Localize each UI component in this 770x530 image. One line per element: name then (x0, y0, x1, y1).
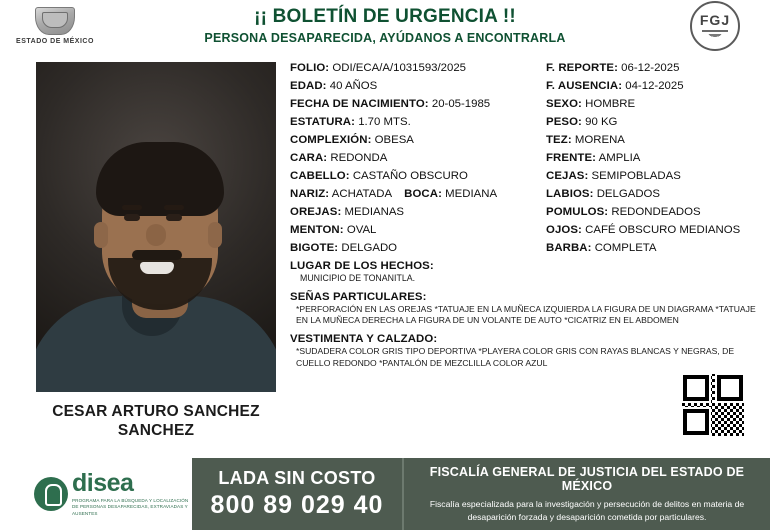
detail-right (546, 188, 756, 200)
detail-row (290, 242, 756, 254)
detail-label: COMPLEXIÓN: (290, 134, 372, 146)
detail-right (546, 116, 756, 128)
detail-right (546, 224, 756, 236)
poster-header (0, 0, 770, 52)
photo-mouth (140, 262, 174, 274)
photo-block (36, 62, 276, 441)
state-seal-icon (35, 7, 75, 35)
detail-value: MEDIANAS (344, 206, 405, 218)
detail-label: CABELLO: (290, 170, 350, 182)
poster-footer (0, 458, 770, 530)
header-titles (110, 5, 660, 46)
detail-value: CAFÉ OBSCURO MEDIANOS (585, 224, 741, 236)
disea-magnifier-icon (34, 477, 68, 511)
detail-left (290, 188, 546, 200)
detail-label: FECHA DE NACIMIENTO: (290, 98, 429, 110)
toll-free-label: LADA SIN COSTO (218, 468, 376, 488)
footer-phone-area (192, 458, 402, 530)
detail-label: EDAD: (290, 80, 327, 92)
person-name (36, 402, 276, 441)
detail-value-extra: MEDIANA (445, 188, 498, 200)
person-photo (36, 62, 276, 392)
detail-value: 06-12-2025 (621, 62, 680, 74)
detail-row (290, 224, 756, 236)
detail-label: PESO: (546, 116, 582, 128)
fgj-logo-bar (702, 30, 728, 32)
disea-wordmark: disea (72, 469, 134, 498)
institution-description: Fiscalía especializada para la investigación y persecución de delitos en materia de desaparición forzada y desaparición cometida por particulares. (429, 499, 745, 522)
person-details (290, 62, 756, 371)
fgj-logo (660, 0, 770, 52)
detail-value: 1.70 MTS. (358, 116, 411, 128)
fgj-logo-letters: FGJ (699, 12, 731, 28)
photo-eyebrow-right (164, 205, 184, 210)
detail-label: CARA: (290, 152, 328, 164)
person-name-line1: CESAR ARTURO SANCHEZ (52, 403, 260, 420)
disea-tagline: PROGRAMA PARA LA BÚSQUEDA Y LOCALIZACIÓN DE PERSONAS DESAPARECIDAS, EXTRAVIADAS Y AUSENTES (72, 498, 189, 516)
detail-row (290, 206, 756, 218)
detail-right (546, 134, 756, 146)
detail-value: OVAL (346, 224, 377, 236)
section-body: *SUDADERA COLOR GRIS TIPO DEPORTIVA *PLAYERA COLOR GRIS CON RAYAS BLANCAS Y NEGRAS, DE CUELLO REDONDO *PANTALÓN DE MEZCLILLA COLOR AZUL (296, 346, 735, 368)
detail-value: SEMIPOBLADAS (591, 170, 681, 182)
detail-value: 90 KG (585, 116, 618, 128)
toll-free-number[interactable]: 800 89 029 40 (210, 491, 384, 519)
detail-row (290, 170, 756, 182)
footer-institution-area (402, 458, 770, 530)
detail-row (290, 80, 756, 92)
detail-left (290, 170, 546, 182)
section-title: VESTIMENTA Y CALZADO: (290, 333, 438, 346)
qr-corner-bottom-left (683, 409, 709, 435)
detail-label: ESTATURA: (290, 116, 356, 128)
detail-label: OREJAS: (290, 206, 342, 218)
detail-row (290, 62, 756, 74)
photo-eye-right (166, 214, 182, 221)
detail-label: F. REPORTE: (546, 62, 618, 74)
detail-label: CEJAS: (546, 170, 589, 182)
qr-code[interactable] (682, 374, 744, 436)
detail-value: 20-05-1985 (431, 98, 491, 110)
detail-value: DELGADOS (596, 188, 661, 200)
section-title: SEÑAS PARTICULARES: (290, 290, 427, 303)
detail-label-extra: BOCA: (404, 188, 442, 200)
detail-right (546, 242, 756, 254)
detail-row (290, 134, 756, 146)
detail-value: REDONDA (330, 152, 388, 164)
detail-right (546, 80, 756, 92)
detail-label: BARBA: (546, 242, 592, 254)
detail-label: MENTON: (290, 224, 344, 236)
detail-left (290, 224, 546, 236)
detail-left (290, 152, 546, 164)
detail-right (546, 170, 756, 182)
detail-value: DELGADO (341, 242, 398, 254)
detail-row (290, 116, 756, 128)
fgj-emblem-icon (690, 1, 740, 51)
detail-label: LABIOS: (546, 188, 594, 200)
detail-value: REDONDEADOS (611, 206, 701, 218)
state-emblem-label: ESTADO DE MÉXICO (16, 38, 94, 45)
photo-eyebrow-left (122, 205, 142, 210)
detail-label: F. AUSENCIA: (546, 80, 623, 92)
detail-left (290, 80, 546, 92)
detail-label: TEZ: (546, 134, 572, 146)
fgj-logo-wing (704, 34, 726, 39)
detail-row (290, 98, 756, 110)
photo-eye-left (124, 214, 140, 221)
detail-value: ODI/ECA/A/1031593/2025 (332, 62, 466, 74)
disea-logo (34, 471, 192, 517)
detail-value: HOMBRE (585, 98, 636, 110)
detail-value: ACHATADA (331, 188, 392, 200)
photo-ear-right (208, 222, 222, 248)
detail-row (290, 188, 756, 200)
detail-left (290, 134, 546, 146)
section-title: LUGAR DE LOS HECHOS: (290, 260, 434, 272)
section-body: *PERFORACIÓN EN LAS OREJAS *TATUAJE EN LA MUÑECA IZQUIERDA LA FIGURA DE UN DIAGRAMA *TATUAJE EN LA MUÑECA DERECHA LA FIGURA DE UN VOLANTE DE AUTO *CICATRIZ EN EL ABDOMEN (296, 303, 756, 326)
person-name-line2: SANCHEZ (117, 422, 195, 440)
page-subtitle: PERSONA DESAPARECIDA, AYÚDANOS A ENCONTRARLA (204, 31, 566, 46)
detail-value: AMPLIA (598, 152, 641, 164)
detail-right (546, 152, 756, 164)
detail-left (290, 98, 546, 110)
detail-label: NARIZ: (290, 188, 330, 200)
detail-value: OBESA (374, 134, 414, 146)
footer-brand-area (0, 458, 192, 530)
section-vestimenta-calzado (290, 333, 756, 369)
detail-left (290, 116, 546, 128)
detail-value: COMPLETA (594, 242, 657, 254)
detail-row (290, 152, 756, 164)
detail-right (546, 98, 756, 110)
institution-name: FISCALÍA GENERAL DE JUSTICIA DEL ESTADO DE MÉXICO (429, 465, 745, 494)
detail-value: 04-12-2025 (625, 80, 684, 92)
detail-label: POMULOS: (546, 206, 609, 218)
detail-left (290, 206, 546, 218)
photo-nose (146, 224, 166, 246)
detail-label: BIGOTE: (290, 242, 339, 254)
section-senas-particulares (290, 291, 756, 327)
detail-label: FRENTE: (546, 152, 597, 164)
details-rows (290, 62, 756, 369)
page-title: ¡¡ BOLETÍN DE URGENCIA !! (254, 6, 516, 28)
detail-right (546, 206, 756, 218)
detail-value: 40 AÑOS (329, 80, 378, 92)
photo-hair (96, 142, 224, 216)
detail-label: SEXO: (546, 98, 582, 110)
section-body: MUNICIPIO DE TONANITLA. (300, 273, 416, 283)
photo-mustache (132, 250, 182, 260)
section-lugar-hechos (290, 260, 756, 285)
detail-right (546, 62, 756, 74)
detail-value: MORENA (574, 134, 625, 146)
detail-left (290, 62, 546, 74)
detail-left (290, 242, 546, 254)
detail-value: CASTAÑO OBSCURO (352, 170, 468, 182)
photo-ear-left (94, 222, 108, 248)
detail-label: OJOS: (546, 224, 582, 236)
detail-label: FOLIO: (290, 62, 330, 74)
state-emblem (0, 0, 110, 52)
